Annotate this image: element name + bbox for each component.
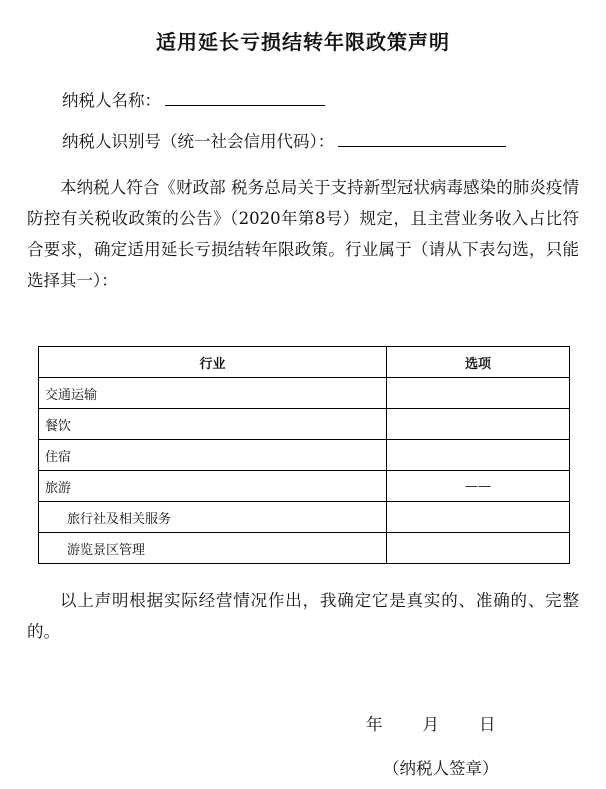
table-row: [39, 502, 570, 533]
policy-paragraph: 本纳税人符合《财政部 税务总局关于支持新型冠状病毒感染的肺炎疫情防控有关税收政策的公告》（2020年第8号）规定，且主营业务收入占比符合要求，确定适用延长亏损结转年限政策。行业属于（请从下表勾选，只能选择其一）：: [27, 178, 579, 290]
taxpayer-id-label: 纳税人识别号（统一社会信用代码）：: [62, 132, 335, 151]
taxpayer-id-field: [62, 128, 506, 152]
taxpayer-id-blank[interactable]: [338, 132, 506, 147]
confirmation-paragraph: 以上声明根据实际经营情况作出，我确定它是真实的、准确的、完整的。: [27, 591, 579, 641]
date-day: 日: [479, 715, 496, 734]
table-header-row: [39, 347, 570, 378]
table-row: [39, 533, 570, 564]
industry-subcell: 游览景区管理: [39, 533, 387, 564]
industry-cell: 餐饮: [39, 409, 387, 440]
option-cell[interactable]: [387, 440, 570, 471]
industry-cell: 旅游: [39, 471, 387, 502]
option-cell[interactable]: [387, 378, 570, 409]
page-title: 适用延长亏损结转年限政策声明: [156, 30, 450, 54]
date-month: 月: [422, 715, 439, 734]
industry-cell: 住宿: [39, 440, 387, 471]
table-row: [39, 440, 570, 471]
industry-header: 行业: [39, 347, 387, 378]
option-cell[interactable]: [387, 533, 570, 564]
date-year: 年: [366, 715, 383, 734]
industry-table: [38, 346, 570, 564]
table-row: [39, 471, 570, 502]
taxpayer-name-blank[interactable]: [165, 91, 325, 106]
taxpayer-name-label: 纳税人名称：: [62, 91, 161, 110]
option-header: 选项: [387, 347, 570, 378]
taxpayer-name-field: [62, 87, 325, 111]
option-cell: ——: [387, 471, 570, 502]
industry-subcell: 旅行社及相关服务: [39, 502, 387, 533]
table-row: [39, 378, 570, 409]
table-row: [39, 409, 570, 440]
taxpayer-signature: （纳税人签章）: [383, 759, 499, 778]
date-line: [366, 711, 496, 735]
industry-cell: 交通运输: [39, 378, 387, 409]
option-cell[interactable]: [387, 502, 570, 533]
option-cell[interactable]: [387, 409, 570, 440]
